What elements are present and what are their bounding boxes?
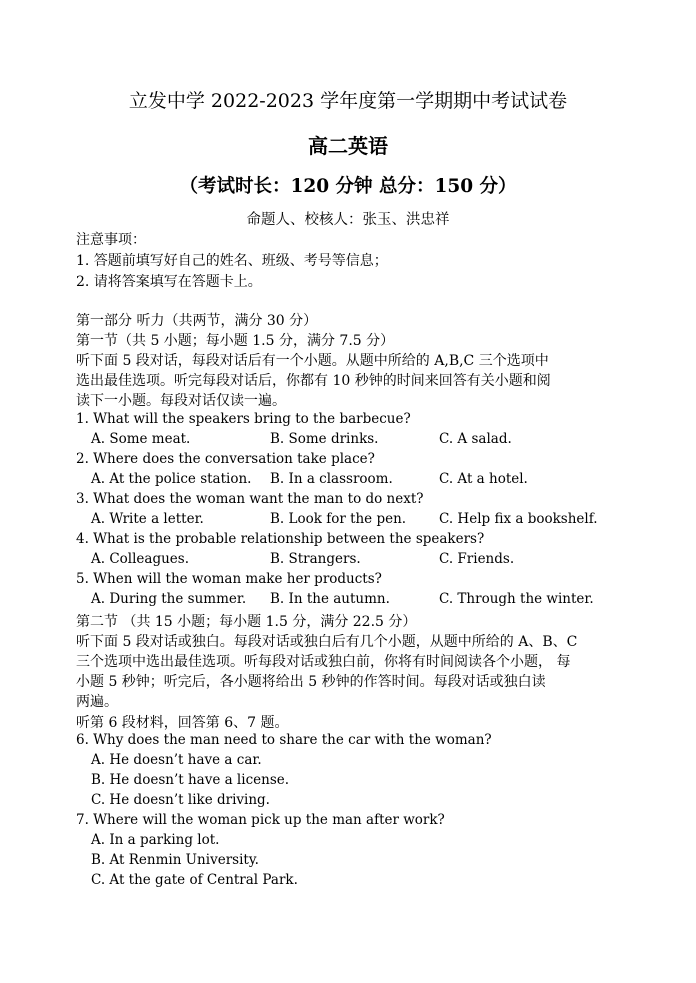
section2-heading: 第二节 （共 15 小题；每小题 1.5 分，满分 22.5 分） (76, 614, 417, 630)
q4-option-c: C. Friends. (439, 551, 515, 567)
section2-instruction: 小题 5 秒钟；听完后，各小题将给出 5 秒钟的作答时间。每段对话或独白读 (76, 674, 546, 690)
note-item: 2. 请将答案填写在答题卡上。 (76, 274, 262, 290)
q7-option-b: B. At Renmin University. (91, 852, 259, 868)
q5-option-c: C. Through the winter. (439, 591, 594, 607)
q2-option-a: A. At the police station. (91, 471, 252, 487)
authors-line: 命题人、校核人：张玉、洪忠祥 (246, 212, 450, 228)
section1-instruction: 选出最佳选项。听完每段对话后，你都有 10 秒钟的时间来回答有关小题和阅 (76, 373, 551, 389)
q3-option-a: A. Write a letter. (91, 511, 204, 527)
q5-option-a: A. During the summer. (91, 591, 247, 607)
question-7: 7. Where will the woman pick up the man after work? (76, 812, 445, 828)
q7-option-c: C. At the gate of Central Park. (91, 872, 298, 888)
subject-title: 高二英语 (308, 134, 388, 158)
q7-option-a: A. In a parking lot. (91, 832, 220, 848)
section1-instruction: 读下一小题。每段对话仅读一遍。 (76, 393, 286, 409)
q5-option-b: B. In the autumn. (270, 591, 390, 607)
q3-option-c: C. Help fix a bookshelf. (439, 511, 598, 527)
q1-option-b: B. Some drinks. (270, 431, 379, 447)
q6-option-b: B. He doesn’t have a license. (91, 772, 290, 788)
note-item: 1. 答题前填写好自己的姓名、班级、考号等信息； (76, 253, 388, 269)
question-6: 6. Why does the man need to share the car with the woman? (76, 732, 492, 748)
q1-option-a: A. Some meat. (91, 431, 191, 447)
q1-option-c: C. A salad. (439, 431, 512, 447)
q6-option-a: A. He doesn’t have a car. (91, 752, 262, 768)
exam-title: 立发中学 2022-2023 学年度第一学期期中考试试卷 (128, 90, 568, 112)
q3-option-b: B. Look for the pen. (270, 511, 407, 527)
q2-option-b: B. In a classroom. (270, 471, 393, 487)
question-1: 1. What will the speakers bring to the barbecue? (76, 411, 411, 427)
question-2: 2. Where does the conversation take place? (76, 451, 375, 467)
q2-option-c: C. At a hotel. (439, 471, 528, 487)
question-5: 5. When will the woman make her products? (76, 571, 382, 587)
section1-instruction: 听下面 5 段对话，每段对话后有一个小题。从题中所给的 A,B,C 三个选项中 (76, 353, 549, 369)
material-intro: 听第 6 段材料，回答第 6、7 题。 (76, 715, 289, 731)
question-4: 4. What is the probable relationship between the speakers? (76, 531, 485, 547)
part1-heading: 第一部分 听力（共两节，满分 30 分） (76, 313, 318, 329)
section2-instruction: 两遍。 (76, 694, 118, 710)
section1-heading: 第一节（共 5 小题；每小题 1.5 分，满分 7.5 分） (76, 333, 395, 349)
section2-instruction: 三个选项中选出最佳选项。听每段对话或独白前，你将有时间阅读各个小题， 每 (76, 654, 571, 670)
q4-option-a: A. Colleagues. (91, 551, 190, 567)
section2-instruction: 听下面 5 段对话或独白。每段对话或独白后有几个小题，从题中所给的 A、B、C (76, 634, 578, 650)
question-3: 3. What does the woman want the man to do next? (76, 491, 424, 507)
q6-option-c: C. He doesn’t like driving. (91, 792, 270, 808)
exam-info: （考试时长：120 分钟 总分：150 分） (179, 176, 517, 197)
q4-option-b: B. Strangers. (270, 551, 361, 567)
notes-heading: 注意事项： (76, 232, 146, 248)
